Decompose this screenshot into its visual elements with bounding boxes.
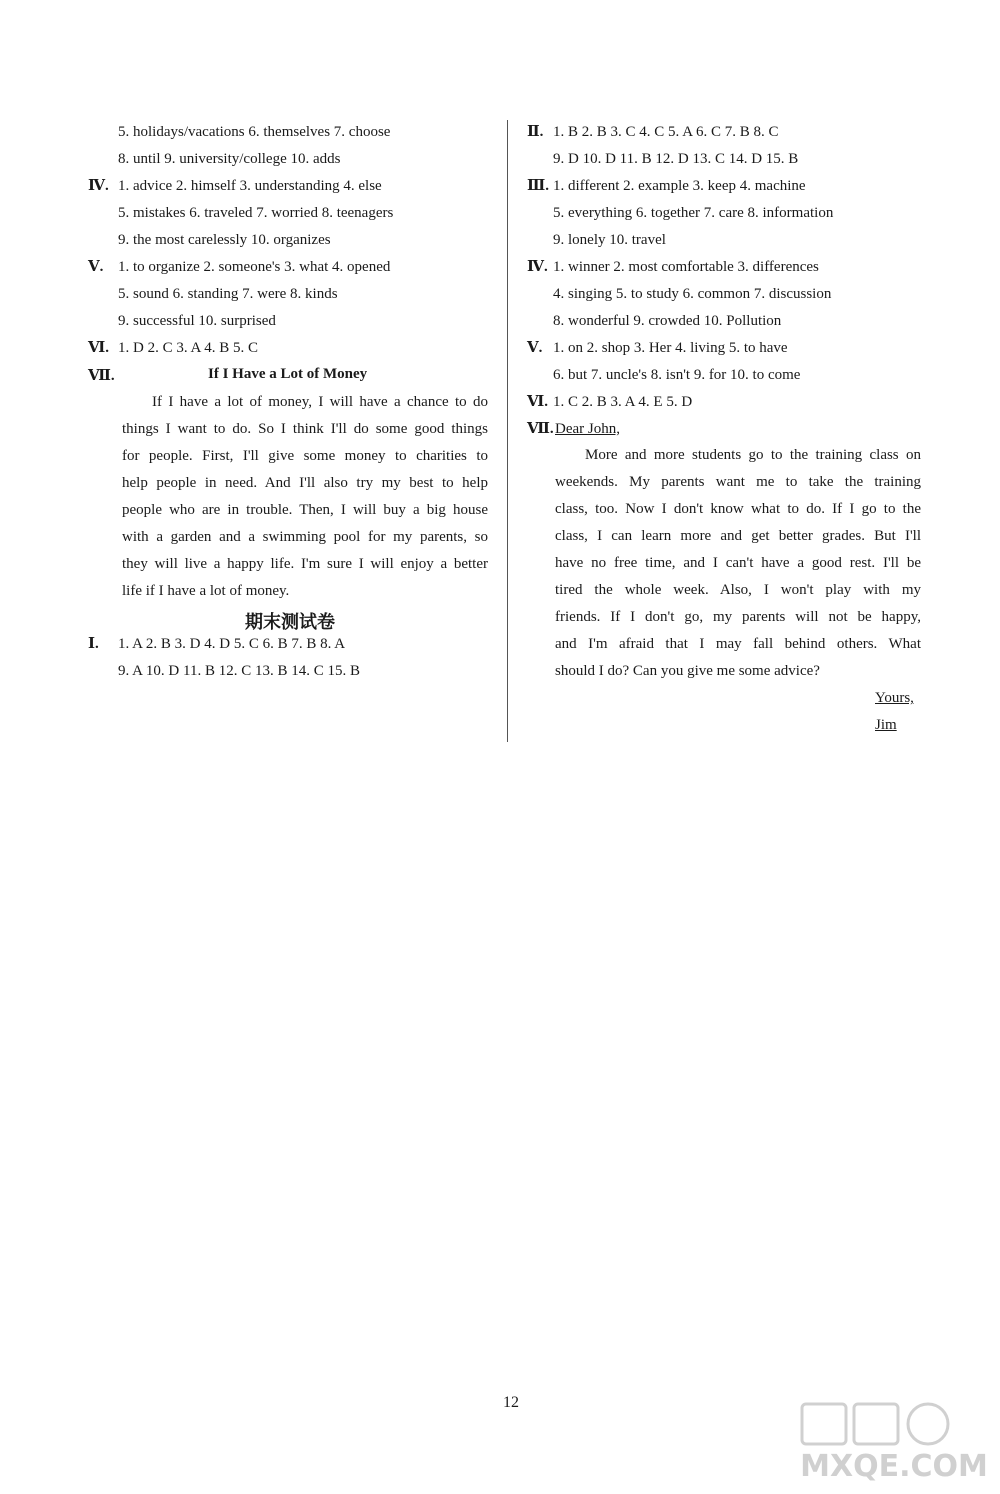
section-numeral: Ⅰ. — [88, 636, 99, 652]
essay-title: If I Have a Lot of Money — [208, 366, 368, 382]
answer-line: 5. holidays/vacations 6. themselves 7. choose — [118, 124, 391, 140]
essay-line: help people in need. And I'll also try my best to help — [122, 475, 488, 491]
section-numeral: Ⅶ. — [88, 368, 115, 384]
answer-line: 1. on 2. shop 3. Her 4. living 5. to have — [553, 340, 788, 356]
letter-line: and I'm afraid that I may fall behind others. What — [555, 636, 921, 652]
essay-line: for people. First, I'll give some money to charities to — [122, 448, 488, 464]
answer-line: 9. successful 10. surprised — [118, 313, 276, 329]
answer-line: 9. lonely 10. travel — [553, 232, 666, 248]
letter-line: should I do? Can you give me some advice? — [555, 663, 820, 679]
essay-line: things I want to do. So I think I'll do some good things — [122, 421, 488, 437]
letter-line: More and more students go to the training class on — [585, 447, 921, 463]
answer-line: 8. wonderful 9. crowded 10. Pollution — [553, 313, 782, 329]
answer-line: 5. sound 6. standing 7. were 8. kinds — [118, 286, 338, 302]
answer-line: 9. the most carelessly 10. organizes — [118, 232, 331, 248]
section-numeral: Ⅲ. — [527, 178, 550, 194]
section-numeral: Ⅴ. — [527, 340, 543, 356]
answer-line: 1. winner 2. most comfortable 3. differences — [553, 259, 819, 275]
answer-line: 5. everything 6. together 7. care 8. information — [553, 205, 834, 221]
svg-text:MXQE.COM: MXQE.COM — [800, 1449, 988, 1484]
letter-closing: Yours, — [875, 690, 914, 706]
letter-line: friends. If I don't go, my parents will not be happy, — [555, 609, 921, 625]
letter-body — [555, 442, 921, 685]
section-title: 期末测试卷 — [245, 612, 335, 633]
section-numeral: Ⅵ. — [88, 340, 109, 356]
answer-line: 1. D 2. C 3. A 4. B 5. C — [118, 340, 259, 356]
essay-line: they will live a happy life. I'm sure I will enjoy a better — [122, 556, 488, 572]
watermark-logo — [794, 1400, 994, 1490]
letter-line: have no free time, and I can't have a good rest. I'll be — [555, 555, 921, 571]
letter-signature: Jim — [875, 717, 897, 733]
answer-line: 1. C 2. B 3. A 4. E 5. D — [553, 394, 693, 410]
letter-line: class, too. Now I don't know what to do. If I go to the — [555, 501, 921, 517]
section-numeral: Ⅳ. — [88, 178, 109, 194]
column-divider — [507, 120, 508, 742]
page-number: 12 — [503, 1394, 519, 1411]
essay-body — [122, 389, 488, 605]
answer-line: 1. A 2. B 3. D 4. D 5. C 6. B 7. B 8. A — [118, 636, 346, 652]
answer-line: 8. until 9. university/college 10. adds — [118, 151, 341, 167]
answer-line: 9. A 10. D 11. B 12. C 13. B 14. C 15. B — [118, 663, 360, 679]
letter-greeting: Dear John, — [555, 421, 620, 437]
essay-line: life if I have a lot of money. — [122, 583, 290, 599]
answer-line: 1. different 2. example 3. keep 4. machine — [553, 178, 806, 194]
answer-line: 1. B 2. B 3. C 4. C 5. A 6. C 7. B 8. C — [553, 124, 779, 140]
answer-line: 5. mistakes 6. traveled 7. worried 8. teenagers — [118, 205, 394, 221]
section-numeral: Ⅵ. — [527, 394, 548, 410]
answer-line: 1. to organize 2. someone's 3. what 4. opened — [118, 259, 391, 275]
section-numeral: Ⅳ. — [527, 259, 548, 275]
essay-line: If I have a lot of money, I will have a chance to do — [152, 394, 488, 410]
letter-line: class, I can learn more and get better grades. But I'll — [555, 528, 921, 544]
section-numeral: Ⅱ. — [527, 124, 544, 140]
answer-line: 4. singing 5. to study 6. common 7. discussion — [553, 286, 832, 302]
section-numeral: Ⅶ. — [527, 421, 554, 437]
essay-line: people who are in trouble. Then, I will buy a big house — [122, 502, 488, 518]
answer-line: 1. advice 2. himself 3. understanding 4. else — [118, 178, 382, 194]
letter-line: weekends. My parents want me to take the training — [555, 474, 921, 490]
letter-line: tired the whole week. Also, I won't play with my — [555, 582, 921, 598]
answer-line: 6. but 7. uncle's 8. isn't 9. for 10. to come — [553, 367, 801, 383]
essay-line: with a garden and a swimming pool for my parents, so — [122, 529, 488, 545]
answer-line: 9. D 10. D 11. B 12. D 13. C 14. D 15. B — [553, 151, 799, 167]
section-numeral: Ⅴ. — [88, 259, 104, 275]
